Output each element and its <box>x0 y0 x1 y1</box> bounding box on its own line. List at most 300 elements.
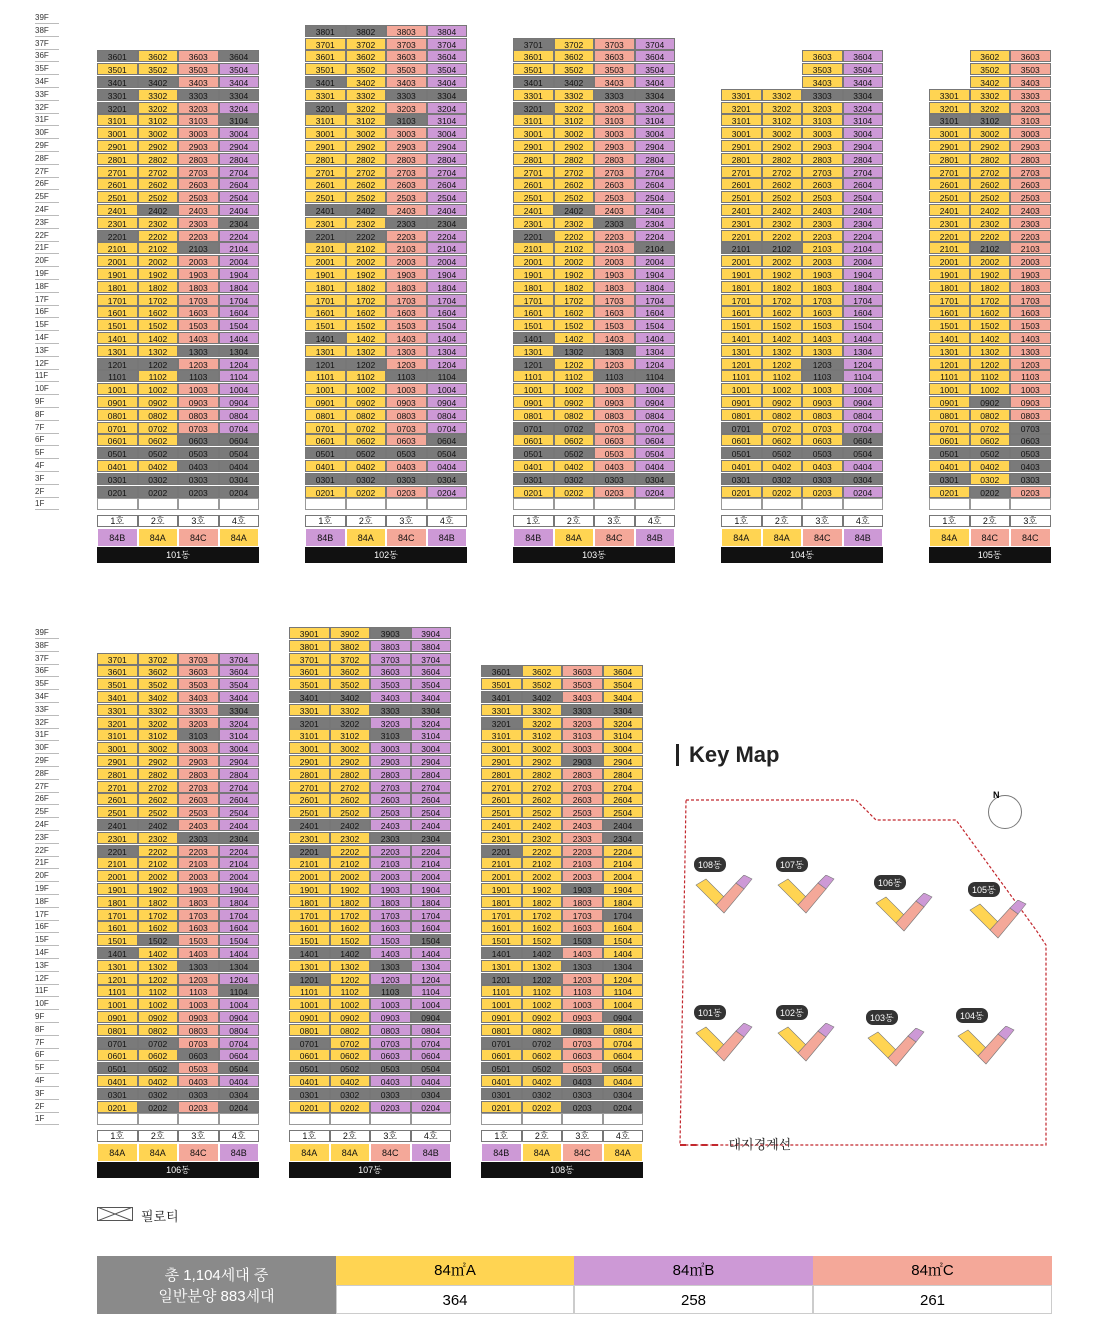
unit-cell: 3202 <box>522 717 563 729</box>
unit-cell: 1903 <box>562 883 603 895</box>
unit-cell: 1303 <box>386 345 427 357</box>
unit-cell: 3202 <box>330 717 371 729</box>
unit-cell: 3004 <box>427 127 468 139</box>
unit-cell: 1503 <box>178 934 219 946</box>
unit-cell: 1304 <box>603 960 644 972</box>
unit-cell: 2302 <box>522 832 563 844</box>
unit-cell: 1702 <box>762 294 803 306</box>
unit-cell: 0403 <box>562 1075 603 1087</box>
unit-cell: 3104 <box>635 114 676 126</box>
keymap-building-shape <box>694 1023 754 1063</box>
unit-cell: 3004 <box>635 127 676 139</box>
unit-cell: 1201 <box>513 358 554 370</box>
unit-cell: 0701 <box>721 422 762 434</box>
unit-cell: 3603 <box>178 50 219 62</box>
unit-cell: 2404 <box>843 204 884 216</box>
unit-cell: 2703 <box>562 781 603 793</box>
unit-cell: 0904 <box>635 396 676 408</box>
unit-cell: 1902 <box>138 883 179 895</box>
unit-cell: 0801 <box>289 1024 330 1036</box>
unit-cell: 3604 <box>219 665 260 677</box>
unit-cell: 1802 <box>330 896 371 908</box>
unit-cell: 1202 <box>762 358 803 370</box>
unit-cell: 3004 <box>219 127 260 139</box>
unit-cell: 2602 <box>138 793 179 805</box>
unit-cell: 0302 <box>138 1088 179 1100</box>
unit-cell: 0903 <box>178 396 219 408</box>
unit-cell: 2902 <box>970 140 1011 152</box>
unit-cell: 0802 <box>522 1024 563 1036</box>
unit-cell: 3402 <box>346 76 387 88</box>
unit-cell: 2103 <box>178 857 219 869</box>
unit-cell: 3101 <box>97 114 138 126</box>
unit-cell: 0901 <box>929 396 970 408</box>
unit-cell: 3104 <box>411 729 452 741</box>
unit-cell: 2501 <box>97 191 138 203</box>
unit-cell: 1504 <box>603 934 644 946</box>
keymap-building-shape <box>956 1026 1016 1066</box>
unit-cell: 2401 <box>929 204 970 216</box>
unit-cell: 2403 <box>562 819 603 831</box>
unit-cell: 3502 <box>346 63 387 75</box>
unit-cell: 1302 <box>138 345 179 357</box>
unit-cell: 1303 <box>370 960 411 972</box>
unit-cell: 1603 <box>594 306 635 318</box>
floor-label: 38F <box>35 25 59 37</box>
unit-cell: 2101 <box>97 857 138 869</box>
unit-cell: 1002 <box>762 383 803 395</box>
unit-cell: 2204 <box>603 845 644 857</box>
unit-cell: 3201 <box>289 717 330 729</box>
unit-cell: 1103 <box>178 370 219 382</box>
unit-cell: 0402 <box>138 1075 179 1087</box>
unit-cell: 1502 <box>970 319 1011 331</box>
unit-cell: 3303 <box>802 89 843 101</box>
unit-cell: 0804 <box>843 409 884 421</box>
unit-cell: 1604 <box>411 921 452 933</box>
unit-cell: 1802 <box>762 281 803 293</box>
unit-cell: 3504 <box>603 678 644 690</box>
floor-label: 37F <box>35 38 59 50</box>
unit-cell: 3104 <box>843 114 884 126</box>
unit-cell: 1503 <box>1010 319 1051 331</box>
unit-cell: 3103 <box>178 729 219 741</box>
unit-cell: 2404 <box>427 204 468 216</box>
unit-cell: 1304 <box>843 345 884 357</box>
unit-cell: 2203 <box>802 230 843 242</box>
unit-cell: 3202 <box>554 102 595 114</box>
unit-cell: 0804 <box>427 409 468 421</box>
unit-cell: 3103 <box>802 114 843 126</box>
unit-cell: 2701 <box>929 166 970 178</box>
unit-cell: 2403 <box>370 819 411 831</box>
unit-cell: 3603 <box>386 50 427 62</box>
unit-cell: 0204 <box>635 486 676 498</box>
unit-cell: 2604 <box>411 793 452 805</box>
unit-cell: 3204 <box>843 102 884 114</box>
type-b-header: 84㎡B <box>574 1256 813 1285</box>
unit-cell: 3101 <box>481 729 522 741</box>
unit-cell: 1901 <box>305 268 346 280</box>
unit-cell: 2202 <box>970 230 1011 242</box>
unit-cell: 2302 <box>762 217 803 229</box>
unit-cell: 2401 <box>513 204 554 216</box>
unit-cell: 3403 <box>178 691 219 703</box>
unit-cell: 0604 <box>219 434 260 446</box>
unit-number-label: 3호 <box>178 1130 219 1142</box>
unit-cell: 1801 <box>929 281 970 293</box>
unit-cell: 2002 <box>138 255 179 267</box>
unit-cell: 3803 <box>370 640 411 652</box>
piloti-cell <box>802 498 843 510</box>
unit-cell: 0702 <box>138 1037 179 1049</box>
unit-cell: 2203 <box>594 230 635 242</box>
unit-cell: 0804 <box>219 409 260 421</box>
unit-cell: 1104 <box>219 370 260 382</box>
unit-cell: 2803 <box>1010 153 1051 165</box>
unit-cell: 0201 <box>481 1101 522 1113</box>
unit-cell: 2604 <box>603 793 644 805</box>
floor-label: 24F <box>35 204 59 216</box>
unit-cell: 3301 <box>513 89 554 101</box>
unit-cell: 2002 <box>762 255 803 267</box>
unit-cell: 3002 <box>522 742 563 754</box>
unit-cell: 0904 <box>427 396 468 408</box>
unit-type-label: 84B <box>219 1143 260 1162</box>
unit-cell: 2602 <box>522 793 563 805</box>
keymap-building <box>968 880 1028 940</box>
unit-cell: 3503 <box>562 678 603 690</box>
unit-cell: 3704 <box>219 653 260 665</box>
unit-cell: 3003 <box>370 742 411 754</box>
unit-cell: 1804 <box>635 281 676 293</box>
unit-cell: 2503 <box>178 806 219 818</box>
unit-cell: 2803 <box>386 153 427 165</box>
unit-cell: 0701 <box>305 422 346 434</box>
unit-cell: 0703 <box>386 422 427 434</box>
unit-cell: 0303 <box>370 1088 411 1100</box>
unit-cell: 1804 <box>843 281 884 293</box>
unit-cell: 1902 <box>138 268 179 280</box>
unit-cell: 2904 <box>635 140 676 152</box>
unit-cell: 2904 <box>219 755 260 767</box>
unit-cell: 0204 <box>427 486 468 498</box>
unit-number-label: 2호 <box>970 515 1011 527</box>
unit-cell: 1803 <box>370 896 411 908</box>
unit-cell: 2701 <box>97 166 138 178</box>
unit-cell: 1501 <box>513 319 554 331</box>
unit-cell: 1602 <box>138 921 179 933</box>
piloti-cell <box>603 1113 644 1125</box>
unit-number-label: 2호 <box>138 515 179 527</box>
unit-cell: 2601 <box>929 178 970 190</box>
unit-cell: 1903 <box>178 268 219 280</box>
unit-cell: 1701 <box>929 294 970 306</box>
unit-cell: 0302 <box>330 1088 371 1100</box>
unit-cell: 1901 <box>481 883 522 895</box>
unit-cell: 1104 <box>603 985 644 997</box>
unit-cell: 0201 <box>721 486 762 498</box>
unit-number-label: 4호 <box>219 515 260 527</box>
unit-cell: 2101 <box>305 242 346 254</box>
floor-label: 10F <box>35 998 59 1010</box>
unit-cell: 2604 <box>635 178 676 190</box>
unit-cell: 0704 <box>411 1037 452 1049</box>
unit-cell: 3702 <box>554 38 595 50</box>
unit-cell: 2204 <box>219 845 260 857</box>
unit-cell: 1002 <box>970 383 1011 395</box>
unit-cell: 0603 <box>370 1049 411 1061</box>
unit-cell: 1701 <box>513 294 554 306</box>
unit-cell: 1601 <box>929 306 970 318</box>
unit-cell: 1801 <box>305 281 346 293</box>
unit-cell: 2201 <box>97 845 138 857</box>
unit-cell: 1102 <box>970 370 1011 382</box>
unit-cell: 2202 <box>522 845 563 857</box>
unit-cell: 3804 <box>411 640 452 652</box>
unit-cell: 0401 <box>289 1075 330 1087</box>
unit-cell: 0602 <box>554 434 595 446</box>
unit-cell: 0504 <box>635 447 676 459</box>
unit-cell: 1703 <box>594 294 635 306</box>
key-map-title: Key Map <box>676 742 779 768</box>
unit-cell: 3201 <box>721 102 762 114</box>
unit-cell: 0504 <box>219 1062 260 1074</box>
floor-label: 28F <box>35 153 59 165</box>
unit-cell: 2902 <box>138 140 179 152</box>
unit-type-label: 84B <box>97 528 138 547</box>
unit-cell: 1602 <box>330 921 371 933</box>
unit-cell: 2504 <box>843 191 884 203</box>
unit-cell: 1702 <box>330 909 371 921</box>
unit-cell: 1203 <box>562 973 603 985</box>
unit-cell: 3401 <box>305 76 346 88</box>
unit-cell: 0201 <box>513 486 554 498</box>
floor-label: 4F <box>35 460 59 472</box>
unit-cell: 3602 <box>330 665 371 677</box>
unit-cell: 3703 <box>178 653 219 665</box>
unit-cell: 2103 <box>594 242 635 254</box>
unit-cell: 2103 <box>562 857 603 869</box>
unit-type-label: 84C <box>970 528 1011 547</box>
unit-cell: 3102 <box>554 114 595 126</box>
unit-cell: 1603 <box>386 306 427 318</box>
unit-cell: 2602 <box>970 178 1011 190</box>
unit-cell: 2002 <box>970 255 1011 267</box>
unit-cell: 3201 <box>305 102 346 114</box>
unit-cell: 0502 <box>346 447 387 459</box>
unit-cell: 1704 <box>843 294 884 306</box>
unit-cell: 2804 <box>635 153 676 165</box>
floor-label: 8F <box>35 1024 59 1036</box>
unit-cell: 0701 <box>97 422 138 434</box>
unit-cell: 0501 <box>97 1062 138 1074</box>
unit-cell: 3402 <box>522 691 563 703</box>
unit-cell: 0601 <box>97 1049 138 1061</box>
unit-cell: 0202 <box>554 486 595 498</box>
unit-cell: 1301 <box>513 345 554 357</box>
unit-cell: 0804 <box>603 1024 644 1036</box>
unit-cell: 0503 <box>178 1062 219 1074</box>
unit-cell: 0201 <box>97 486 138 498</box>
unit-cell: 3404 <box>219 76 260 88</box>
unit-type-label: 84B <box>305 528 346 547</box>
keymap-building-label: 106동 <box>874 875 906 890</box>
unit-cell: 3201 <box>929 102 970 114</box>
unit-cell: 3403 <box>562 691 603 703</box>
unit-cell: 3204 <box>427 102 468 114</box>
unit-cell: 2704 <box>411 781 452 793</box>
unit-cell: 0202 <box>970 486 1011 498</box>
unit-cell: 2003 <box>562 870 603 882</box>
unit-cell: 3103 <box>594 114 635 126</box>
unit-cell: 2703 <box>370 781 411 793</box>
unit-cell: 1201 <box>289 973 330 985</box>
unit-cell: 3102 <box>970 114 1011 126</box>
unit-cell: 0603 <box>1010 434 1051 446</box>
unit-cell: 0904 <box>219 396 260 408</box>
unit-cell: 1904 <box>219 268 260 280</box>
unit-cell: 1203 <box>1010 358 1051 370</box>
unit-cell: 0501 <box>929 447 970 459</box>
unit-cell: 1001 <box>929 383 970 395</box>
unit-cell: 0704 <box>427 422 468 434</box>
unit-cell: 1501 <box>481 934 522 946</box>
keymap-building-label: 107동 <box>776 857 808 872</box>
unit-cell: 1603 <box>562 921 603 933</box>
floor-label: 17F <box>35 909 59 921</box>
unit-cell: 1703 <box>370 909 411 921</box>
unit-cell: 2301 <box>481 832 522 844</box>
unit-cell: 1901 <box>721 268 762 280</box>
unit-cell: 1004 <box>427 383 468 395</box>
unit-number-label: 2호 <box>554 515 595 527</box>
unit-cell: 2803 <box>594 153 635 165</box>
unit-cell: 3304 <box>411 704 452 716</box>
floor-label: 8F <box>35 409 59 421</box>
unit-cell: 1403 <box>178 332 219 344</box>
unit-cell: 0702 <box>970 422 1011 434</box>
unit-cell: 0602 <box>138 1049 179 1061</box>
unit-cell: 1802 <box>346 281 387 293</box>
unit-cell: 3502 <box>138 63 179 75</box>
unit-cell: 2503 <box>178 191 219 203</box>
unit-cell: 2803 <box>178 153 219 165</box>
unit-cell: 3303 <box>594 89 635 101</box>
unit-cell: 0303 <box>562 1088 603 1100</box>
unit-cell: 2003 <box>178 255 219 267</box>
unit-cell: 0302 <box>554 473 595 485</box>
floor-label: 32F <box>35 717 59 729</box>
unit-cell: 2801 <box>481 768 522 780</box>
unit-cell: 0601 <box>481 1049 522 1061</box>
unit-cell: 2103 <box>178 242 219 254</box>
unit-cell: 1702 <box>138 909 179 921</box>
unit-cell: 3601 <box>97 665 138 677</box>
unit-cell: 2002 <box>346 255 387 267</box>
unit-cell: 0701 <box>513 422 554 434</box>
unit-cell: 2801 <box>289 768 330 780</box>
unit-cell: 2003 <box>1010 255 1051 267</box>
unit-cell: 0902 <box>138 1011 179 1023</box>
unit-cell: 1403 <box>370 947 411 959</box>
unit-cell: 3403 <box>370 691 411 703</box>
unit-cell: 0804 <box>219 1024 260 1036</box>
unit-cell: 2502 <box>970 191 1011 203</box>
unit-cell: 2702 <box>330 781 371 793</box>
unit-cell: 1603 <box>178 306 219 318</box>
unit-cell: 1903 <box>802 268 843 280</box>
unit-cell: 0502 <box>554 447 595 459</box>
unit-cell: 0702 <box>554 422 595 434</box>
floor-label: 16F <box>35 306 59 318</box>
unit-cell: 1002 <box>138 383 179 395</box>
unit-cell: 0801 <box>721 409 762 421</box>
floor-label: 29F <box>35 755 59 767</box>
unit-cell: 0602 <box>346 434 387 446</box>
unit-cell: 0202 <box>522 1101 563 1113</box>
unit-cell: 2203 <box>386 230 427 242</box>
floor-label: 38F <box>35 640 59 652</box>
unit-cell: 3003 <box>386 127 427 139</box>
unit-cell: 2303 <box>802 217 843 229</box>
unit-cell: 3402 <box>138 691 179 703</box>
unit-cell: 3103 <box>386 114 427 126</box>
unit-cell: 3104 <box>219 729 260 741</box>
unit-cell: 3001 <box>513 127 554 139</box>
unit-cell: 1802 <box>138 281 179 293</box>
unit-cell: 0901 <box>97 1011 138 1023</box>
unit-cell: 1403 <box>1010 332 1051 344</box>
unit-type-label: 84A <box>346 528 387 547</box>
unit-cell: 2301 <box>929 217 970 229</box>
unit-cell: 2702 <box>762 166 803 178</box>
unit-cell: 0304 <box>219 1088 260 1100</box>
unit-number-label: 2호 <box>762 515 803 527</box>
floor-label: 1F <box>35 498 59 510</box>
unit-cell: 1301 <box>481 960 522 972</box>
unit-cell: 3603 <box>802 50 843 62</box>
unit-cell: 1402 <box>970 332 1011 344</box>
unit-cell: 1604 <box>427 306 468 318</box>
unit-cell: 2801 <box>97 153 138 165</box>
unit-cell: 3002 <box>346 127 387 139</box>
unit-cell: 0601 <box>721 434 762 446</box>
unit-cell: 2701 <box>481 781 522 793</box>
unit-cell: 3401 <box>97 691 138 703</box>
unit-cell: 1801 <box>481 896 522 908</box>
unit-cell: 2504 <box>219 806 260 818</box>
unit-cell: 1403 <box>178 947 219 959</box>
unit-cell: 3203 <box>594 102 635 114</box>
unit-cell: 1103 <box>562 985 603 997</box>
unit-cell: 2202 <box>330 845 371 857</box>
unit-cell: 0803 <box>178 1024 219 1036</box>
unit-cell: 2102 <box>554 242 595 254</box>
boundary-line-icon <box>680 1144 718 1146</box>
unit-cell: 2102 <box>138 857 179 869</box>
piloti-cell <box>178 498 219 510</box>
unit-cell: 3101 <box>721 114 762 126</box>
unit-cell: 0803 <box>178 409 219 421</box>
unit-cell: 1704 <box>635 294 676 306</box>
unit-cell: 3604 <box>843 50 884 62</box>
unit-cell: 3001 <box>721 127 762 139</box>
floor-label: 19F <box>35 268 59 280</box>
unit-cell: 2501 <box>721 191 762 203</box>
unit-cell: 2404 <box>219 204 260 216</box>
unit-cell: 2801 <box>929 153 970 165</box>
